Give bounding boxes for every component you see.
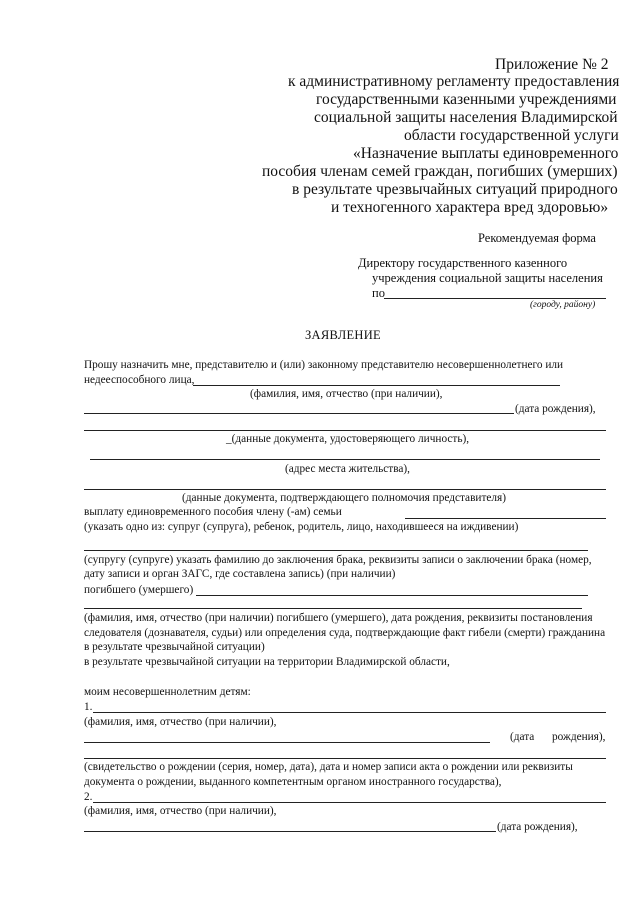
spouse-field[interactable] (84, 550, 588, 551)
identity-doc-hint: _(данные документа, удостоверяющего личность), (226, 433, 470, 445)
deceased-line-2: следователя (дознавателя, судьи) или определения суда, подтверждающие факт гибели (смерти) гражданина (84, 627, 606, 639)
region-line: в результате чрезвычайной ситуации на территории Владимирской области, (84, 656, 450, 668)
child-2-name-field[interactable] (93, 802, 606, 803)
deceased-field-1[interactable] (196, 595, 588, 596)
birth-cert-line-2: документа о рождении, выданного компетентным органом иностранного государства), (84, 776, 502, 788)
header-line-1: к административному регламенту предоставления (288, 73, 620, 90)
address-hint: (адрес места жительства), (285, 463, 411, 475)
recommended-form-label: Рекомендуемая форма (478, 231, 596, 245)
p1-line-1: Прошу назначить мне, представителю и (или) законному представителю несовершеннолетнего или (84, 359, 564, 371)
spouse-line-1: (супругу (супруге) указать фамилию до заключения брака, реквизиты записи о заключении брака (номер, (84, 554, 592, 566)
birth-cert-line-1: (свидетельство о рождении (серия, номер, дата), дата и номер записи акта о рождении или реквизиты (84, 761, 573, 773)
addressee-city-field[interactable] (384, 298, 606, 299)
child-1-name-field[interactable] (93, 712, 606, 713)
header-line-5: «Назначение выплаты единовременного (353, 145, 619, 162)
child-1-dob-word-1: (дата (510, 731, 535, 743)
representative-hint: (данные документа, подтверждающего полномочия представителя) (182, 492, 506, 504)
p1-line-2: недееспособного лица, (84, 374, 195, 386)
header-line-2: государственными казенными учреждениями (316, 91, 617, 108)
child-2-dob-hint: (дата рождения), (497, 821, 578, 833)
representative-doc-field[interactable] (84, 489, 606, 490)
fio-hint: (фамилия, имя, отчество (при наличии), (250, 388, 443, 400)
children-intro: моим несовершеннолетним детям: (84, 686, 251, 698)
addressee-hint: (городу, району) (530, 300, 596, 310)
header-line-4: области государственной услуги (404, 127, 619, 144)
child-1-number: 1. (84, 701, 93, 713)
deceased-line-3: в результате чрезвычайной ситуации) (84, 641, 265, 653)
family-member-field[interactable] (405, 518, 606, 519)
deceased-field-2[interactable] (84, 608, 582, 609)
header-line-6: пособия членам семей граждан, погибших (умерших) (262, 163, 618, 180)
document-title: ЗАЯВЛЕНИЕ (305, 328, 381, 342)
relation-hint: (указать одно из: супруг (супруга), ребенок, родитель, лицо, находившееся на иждивении) (84, 521, 519, 533)
child-1-birth-cert-field[interactable] (84, 758, 606, 759)
header-line-7: в результате чрезвычайных ситуаций природного (292, 181, 618, 198)
addressee-line-2: учреждения социальной защиты населения (372, 271, 603, 285)
applicant-name-field[interactable] (193, 385, 560, 386)
child-2-number: 2. (84, 791, 93, 803)
child-1-dob-field[interactable] (84, 742, 490, 743)
addressee-line-1: Директору государственного казенного (358, 256, 568, 270)
applicant-dob-field[interactable] (84, 413, 514, 414)
child-1-fio-hint: (фамилия, имя, отчество (при наличии), (84, 716, 277, 728)
child-2-dob-field[interactable] (84, 831, 496, 832)
addressee-line-3-prefix: по (372, 286, 385, 300)
payment-line: выплату единовременного пособия члену (-ам) семьи (84, 506, 342, 518)
child-1-dob-word-2: рождения), (552, 731, 606, 743)
header-line-3: социальной защиты населения Владимирской (314, 109, 618, 126)
child-2-fio-hint: (фамилия, имя, отчество (при наличии), (84, 805, 277, 817)
deceased-line-1: (фамилия, имя, отчество (при наличии) погибшего (умершего), дата рождения, реквизиты постановления (84, 612, 593, 624)
identity-doc-field[interactable] (84, 430, 606, 431)
header-line-8: и техногенного характера вред здоровью» (331, 199, 609, 216)
dob-hint: (дата рождения), (515, 403, 596, 415)
address-field[interactable] (90, 459, 600, 460)
spouse-line-2: дату записи и орган ЗАГС, где составлена запись) (при наличии) (84, 568, 396, 580)
appendix-number: Приложение № 2 (495, 56, 609, 73)
deceased-prefix: погибшего (умершего) (84, 584, 194, 596)
